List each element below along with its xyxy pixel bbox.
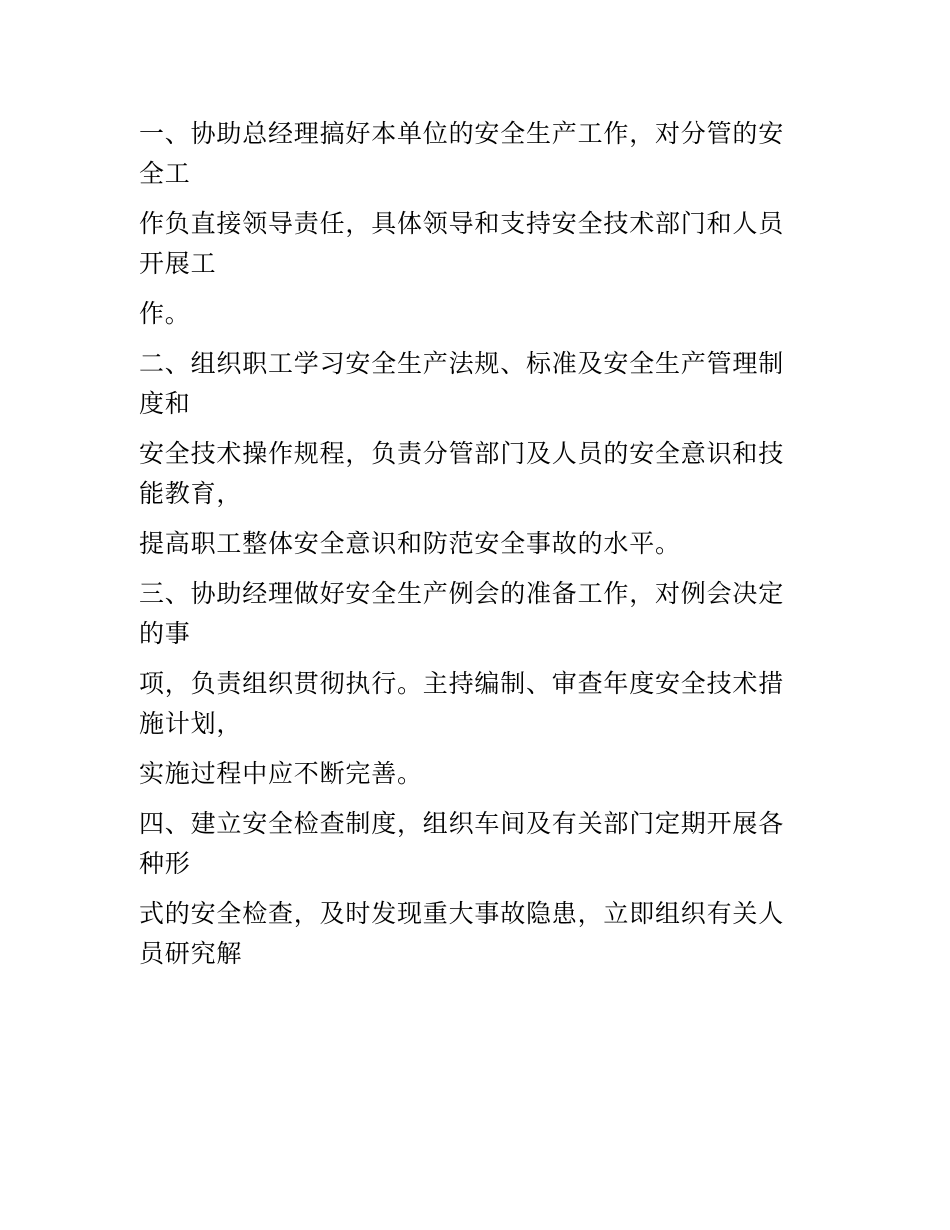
paragraph-line: 三、协助经理做好安全生产例会的准备工作，对例会决定	[139, 579, 785, 608]
paragraph-4	[139, 344, 799, 424]
paragraph-line: 四、建立安全检查制度，组织车间及有关部门定期开展各	[139, 809, 785, 838]
paragraph-line: 一、协助总经理搞好本单位的安全生产工作，对分管的安	[139, 119, 785, 148]
paragraph-line: 安全技术操作规程，负责分管部门及人员的安全意识和技	[139, 439, 785, 468]
paragraph-line: 二、组织职工学习安全生产法规、标准及安全生产管理制	[139, 349, 785, 378]
paragraph-5	[139, 434, 799, 514]
paragraph-line: 种形	[139, 849, 191, 878]
paragraph-line: 作。	[139, 299, 191, 328]
paragraph-line: 员研究解	[139, 939, 243, 968]
paragraph-line: 提高职工整体安全意识和防范安全事故的水平。	[139, 529, 681, 558]
paragraph-line: 开展工	[139, 249, 217, 278]
paragraph-line: 能教育，	[139, 479, 243, 508]
paragraph-9	[139, 754, 799, 794]
paragraph-line: 作负直接领导责任，具体领导和支持安全技术部门和人员	[139, 209, 785, 238]
paragraph-2	[139, 204, 799, 284]
paragraph-line: 项，负责组织贯彻执行。主持编制、审查年度安全技术措	[139, 669, 785, 698]
paragraph-8	[139, 664, 799, 744]
paragraph-11	[139, 894, 799, 974]
paragraph-10	[139, 804, 799, 884]
paragraph-6	[139, 524, 799, 564]
paragraph-line: 式的安全检查，及时发现重大事故隐患，立即组织有关人	[139, 899, 785, 928]
document-body	[139, 114, 799, 984]
paragraph-3	[139, 294, 799, 334]
paragraph-line: 度和	[139, 389, 191, 418]
paragraph-line: 施计划，	[139, 709, 243, 738]
paragraph-line: 全工	[139, 159, 191, 188]
paragraph-7	[139, 574, 799, 654]
paragraph-1	[139, 114, 799, 194]
paragraph-line: 的事	[139, 619, 191, 648]
paragraph-line: 实施过程中应不断完善。	[139, 759, 423, 788]
